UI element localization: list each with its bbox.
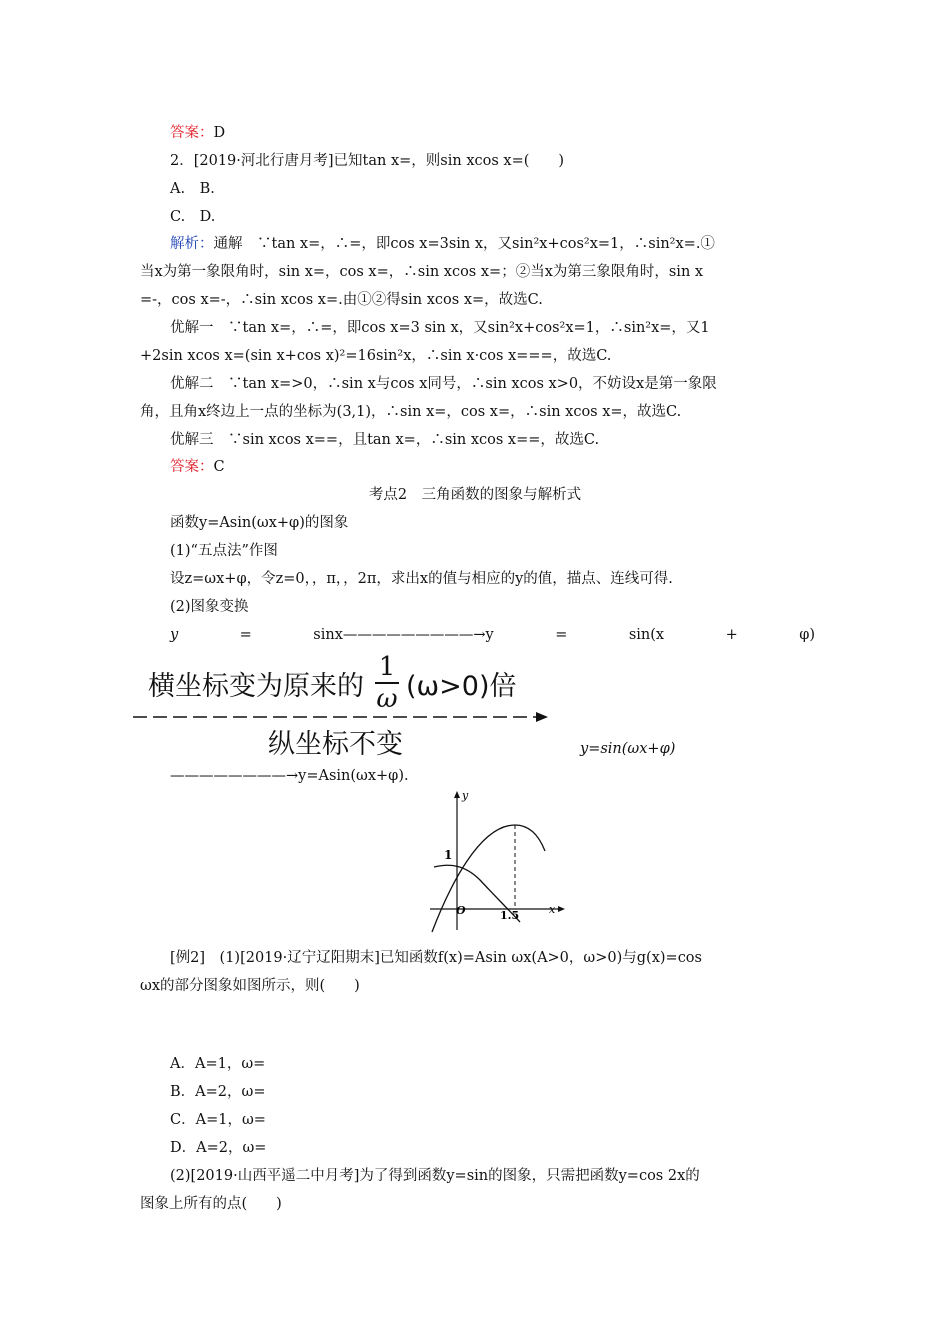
answer-label: 答案： bbox=[170, 125, 214, 141]
section-title: 考点2 三角函数的图象与解析式 bbox=[368, 487, 582, 503]
body-line-3: 设z=ωx+φ，令z=0，，π，，2π，求出x的值与相应的y的值，描点、连线可得. bbox=[170, 571, 673, 587]
answer-line-2 bbox=[170, 457, 225, 477]
transform-arrow-figure bbox=[128, 650, 558, 760]
transform-part-6: + bbox=[725, 627, 738, 643]
transform-horizontal-text: 横坐标变为原来的 bbox=[148, 671, 364, 702]
analysis-line-4: 优解一 ∵tan x=，∴=，即cos x=3 sin x，又sin²x+cos²x=1，∴sin²x=，又1 bbox=[170, 320, 710, 336]
example-line-2: ωx的部分图象如图所示，则( ) bbox=[140, 978, 360, 994]
body-line-2: (1)“五点法”作图 bbox=[170, 543, 278, 559]
fraction-denominator: ω bbox=[376, 684, 398, 714]
analysis-line-1 bbox=[170, 234, 715, 254]
transform-part-2: = bbox=[239, 627, 252, 643]
option-a: A．A=1，ω= bbox=[170, 1056, 266, 1072]
graph-tick-label: 1.5 bbox=[500, 909, 520, 922]
q2-options-cd: C. D. bbox=[170, 209, 216, 225]
transform-part-3: sinx—————————→y bbox=[313, 627, 494, 643]
analysis-line-3: =-，cos x=-，∴sin xcos x=.由①②得sin xcos x=，故选C. bbox=[140, 292, 543, 308]
q2-options-ab: A. B. bbox=[170, 181, 215, 197]
transform-part-4: = bbox=[555, 627, 568, 643]
graph-y-label: y bbox=[462, 789, 469, 802]
analysis-line-2: 当x为第一象限角时，sin x=，cos x=，∴sin xcos x=；②当x为第三象限角时，sin x bbox=[140, 264, 704, 280]
transform-part-1: y bbox=[170, 627, 179, 643]
part2-line-1: (2)[2019·山西平遥二中月考]为了得到函数y=sin的图象，只需把函数y=cos 2x的 bbox=[170, 1168, 700, 1184]
y-axis-arrow-icon bbox=[454, 791, 460, 798]
analysis-line-6: 优解二 ∵tan x=>0，∴sin x与cos x同号，∴sin xcos x>0，不妨设x是第一象限 bbox=[170, 376, 717, 392]
transform-part-7: φ) bbox=[799, 627, 815, 643]
analysis-text-1: 通解 ∵tan x=，∴=，即cos x=3sin x，又sin²x+cos²x=1，∴sin²x=.① bbox=[213, 236, 715, 252]
analysis-line-7: 角，且角x终边上一点的坐标为(3,1)，∴sin x=，cos x=，∴sin xcos x=，故选C. bbox=[140, 404, 682, 420]
body-line-6: y=sin(ωx+φ) bbox=[580, 741, 676, 757]
answer-value-2: C bbox=[213, 459, 225, 475]
graph-one-label: 1 bbox=[444, 848, 453, 862]
sine-curve bbox=[432, 825, 545, 932]
part2-line-2: 图象上所有的点( ) bbox=[140, 1196, 282, 1212]
option-b: B．A=2，ω= bbox=[170, 1084, 266, 1100]
fraction bbox=[374, 652, 400, 714]
graph-origin-label: O bbox=[456, 904, 466, 917]
answer-value: D bbox=[213, 125, 226, 141]
function-graph bbox=[420, 785, 570, 935]
transform-part-5: sin(x bbox=[628, 627, 665, 643]
analysis-label: 解析： bbox=[170, 236, 214, 252]
x-axis-arrow-icon bbox=[558, 906, 565, 912]
transform-line bbox=[170, 625, 815, 645]
transform-vertical-text: 纵坐标不变 bbox=[268, 729, 403, 760]
answer-label-2: 答案： bbox=[170, 459, 214, 475]
option-d: D．A=2，ω= bbox=[170, 1140, 267, 1156]
graph-svg bbox=[420, 785, 570, 935]
body-line-4: (2)图象变换 bbox=[170, 599, 249, 615]
option-c: C．A=1，ω= bbox=[170, 1112, 266, 1128]
answer-line-1 bbox=[170, 123, 225, 143]
analysis-line-8: 优解三 ∵sin xcos x==，且tan x=，∴sin xcos x==，故选C. bbox=[170, 432, 600, 448]
analysis-line-5: +2sin xcos x=(sin x+cos x)²=16sin²x，∴sin x·cos x===，故选C. bbox=[140, 348, 612, 364]
example-line-1: [例2] (1)[2019·辽宁辽阳期末]已知函数f(x)=Asin ωx(A>0，ω>0)与g(x)=cos bbox=[170, 950, 702, 966]
transform-omega-condition: (ω>0)倍 bbox=[406, 671, 517, 702]
question-2: 2．[2019·河北行唐月考]已知tan x=，则sin xcos x=( ) bbox=[170, 153, 565, 169]
body-line-7: ————————→y=Asin(ωx+φ). bbox=[170, 768, 409, 784]
fraction-numerator: 1 bbox=[378, 652, 396, 682]
graph-x-label: x bbox=[549, 903, 556, 916]
body-line-1: 函数y=Asin(ωx+φ)的图象 bbox=[170, 515, 349, 531]
